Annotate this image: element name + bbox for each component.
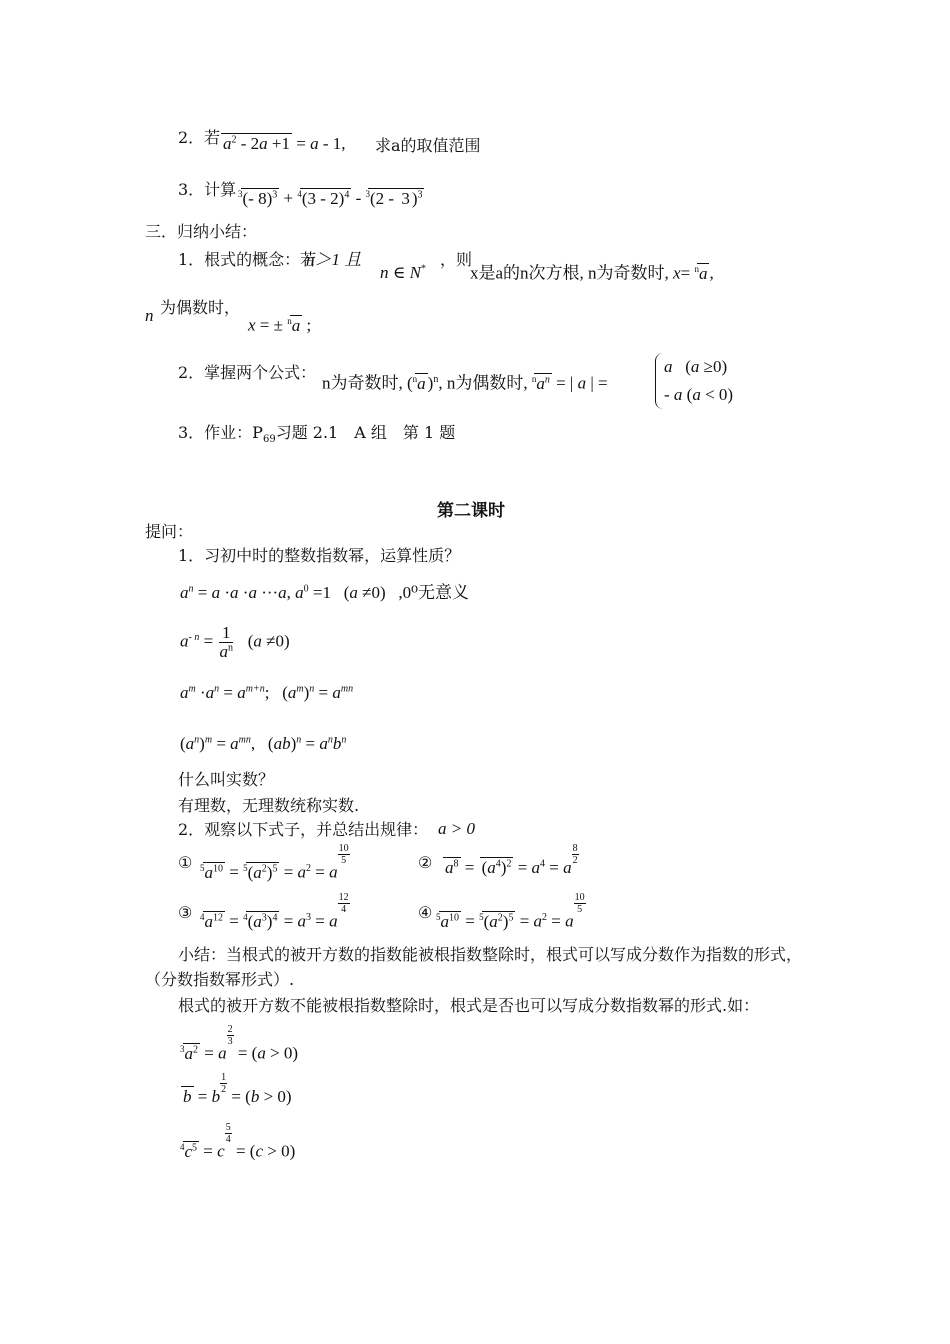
formula-1: $^5a^{10} = ^5(a^2)^5 = a^2 = a$ $\frac{10}{5}$ [200,843,349,882]
item2-piecewise: a (a ≥0) - a (a < 0) [655,353,733,409]
q2-label: 2．若 [178,128,221,147]
power-rules-2: $(a^n)^m = a^{mn}$, $(ab)^n = a^nb^n$ [180,734,347,753]
formula-3: $^4a^{12} = ^4(a^3)^4 = a^3 = a$ $\frac{12}{4}$ [200,892,349,931]
item3-tail: 习题 2.1 A 组 第 1 题 [275,423,456,442]
summary-heading: 三．归纳小结： [145,222,258,241]
circle-2: ② [418,853,433,872]
lesson2-title: 第二课时 [437,501,505,521]
circle-4: ④ [418,903,433,922]
q2-observe: 2．观察以下式子，并总结出规律： [178,820,429,839]
item1-even: 为偶数时， [160,298,241,317]
item1-label: 1．根式的概念：若 [178,250,317,269]
real-answer: 有理数，无理数统称实数. [178,796,360,815]
q3-label: 3．计算 [178,180,237,199]
item2-formula: n为奇数时, ($^n$a )$^n$, n为偶数时, $^na^n$ = | a | = [322,373,608,393]
example-3: $^4c^5 = c$ $\frac{5}{4} = (c > 0)$ [180,1122,296,1161]
item3-sub: 69 [262,434,276,446]
what-real: 什么叫实数？ [178,770,275,789]
ask-label: 提问： [145,522,194,541]
power-def: $a^n = a \cdot a \cdot a \cdot\cdot\cdot a$, $a^0 =1$ (a ≠0) ,0⁰无意义 [180,583,469,602]
item1-mid: x是a的n次方根, n为奇数时, x= $^n$a , [470,263,714,283]
item1-even-formula: x = ± $^n$a ; [248,315,312,335]
item2-odd-text: n为奇数时, [322,373,403,393]
q3-formula: $^3$(- 8)$^3$ + $^4$(3 - 2)$^4$ - $^3$(2 - 3 )$^3$ [238,188,423,208]
q2-tail-text: 求a的取值范围 [375,136,481,155]
circle-3: ③ [178,903,193,922]
item1-mid-text: x是a的n次方根, n为奇数时, [470,263,669,283]
formula-4: $^5a^{10} = ^5(a^2)^5 = a^2 = a$ $\frac{10}{5}$ [436,892,585,931]
item1-cond: n＞1 且 [306,250,362,269]
example-2: b = b $\frac{1}{2} = (b > 0)$ [183,1072,292,1106]
example-1: $^3a^2 = a$ $\frac{2}{3} = (a > 0)$ [180,1024,299,1063]
negative-power: $a^{- n}$ = $\frac{1}{a^n}$ (a ≠0) [180,623,290,661]
item3 [178,423,456,446]
summary-line2: 根式的被开方数不能被根指数整除时，根式是否也可以写成分数指数幂的形式.如： [178,996,760,1015]
q2-formula: $a^2 - 2a +1 = a - 1$, [223,134,346,153]
formula-2: $a^8 = (a^4)^2 = a^4 = a$ $\frac{8}{2}$ [445,843,578,877]
item1-then: ，则 [440,250,473,269]
item1-set: n ∈ N* [380,263,426,282]
q2-condition: a > 0 [438,819,475,838]
q1-text: 1．习初中时的整数指数幂，运算性质？ [178,546,461,565]
item3-text: 3．作业：P [178,423,263,442]
circle-1: ① [178,853,193,872]
summary-line1b: （分数指数幂形式）. [145,970,295,989]
item2-label: 2．掌握两个公式： [178,363,317,382]
item1-n: n [145,306,154,325]
zero-note: 0⁰无意义 [402,583,469,602]
power-rules-1: $a^m \cdot a^n = a^{m+n}$; $(a^m)^n = a^{mn}$ [180,683,354,702]
q2-tail [375,136,481,156]
item2-even-text: n为偶数时, [446,373,528,393]
summary-line1: 小结：当根式的被开方数的指数能被根指数整除时，根式可以写成分数作为指数的形式， [178,945,803,964]
